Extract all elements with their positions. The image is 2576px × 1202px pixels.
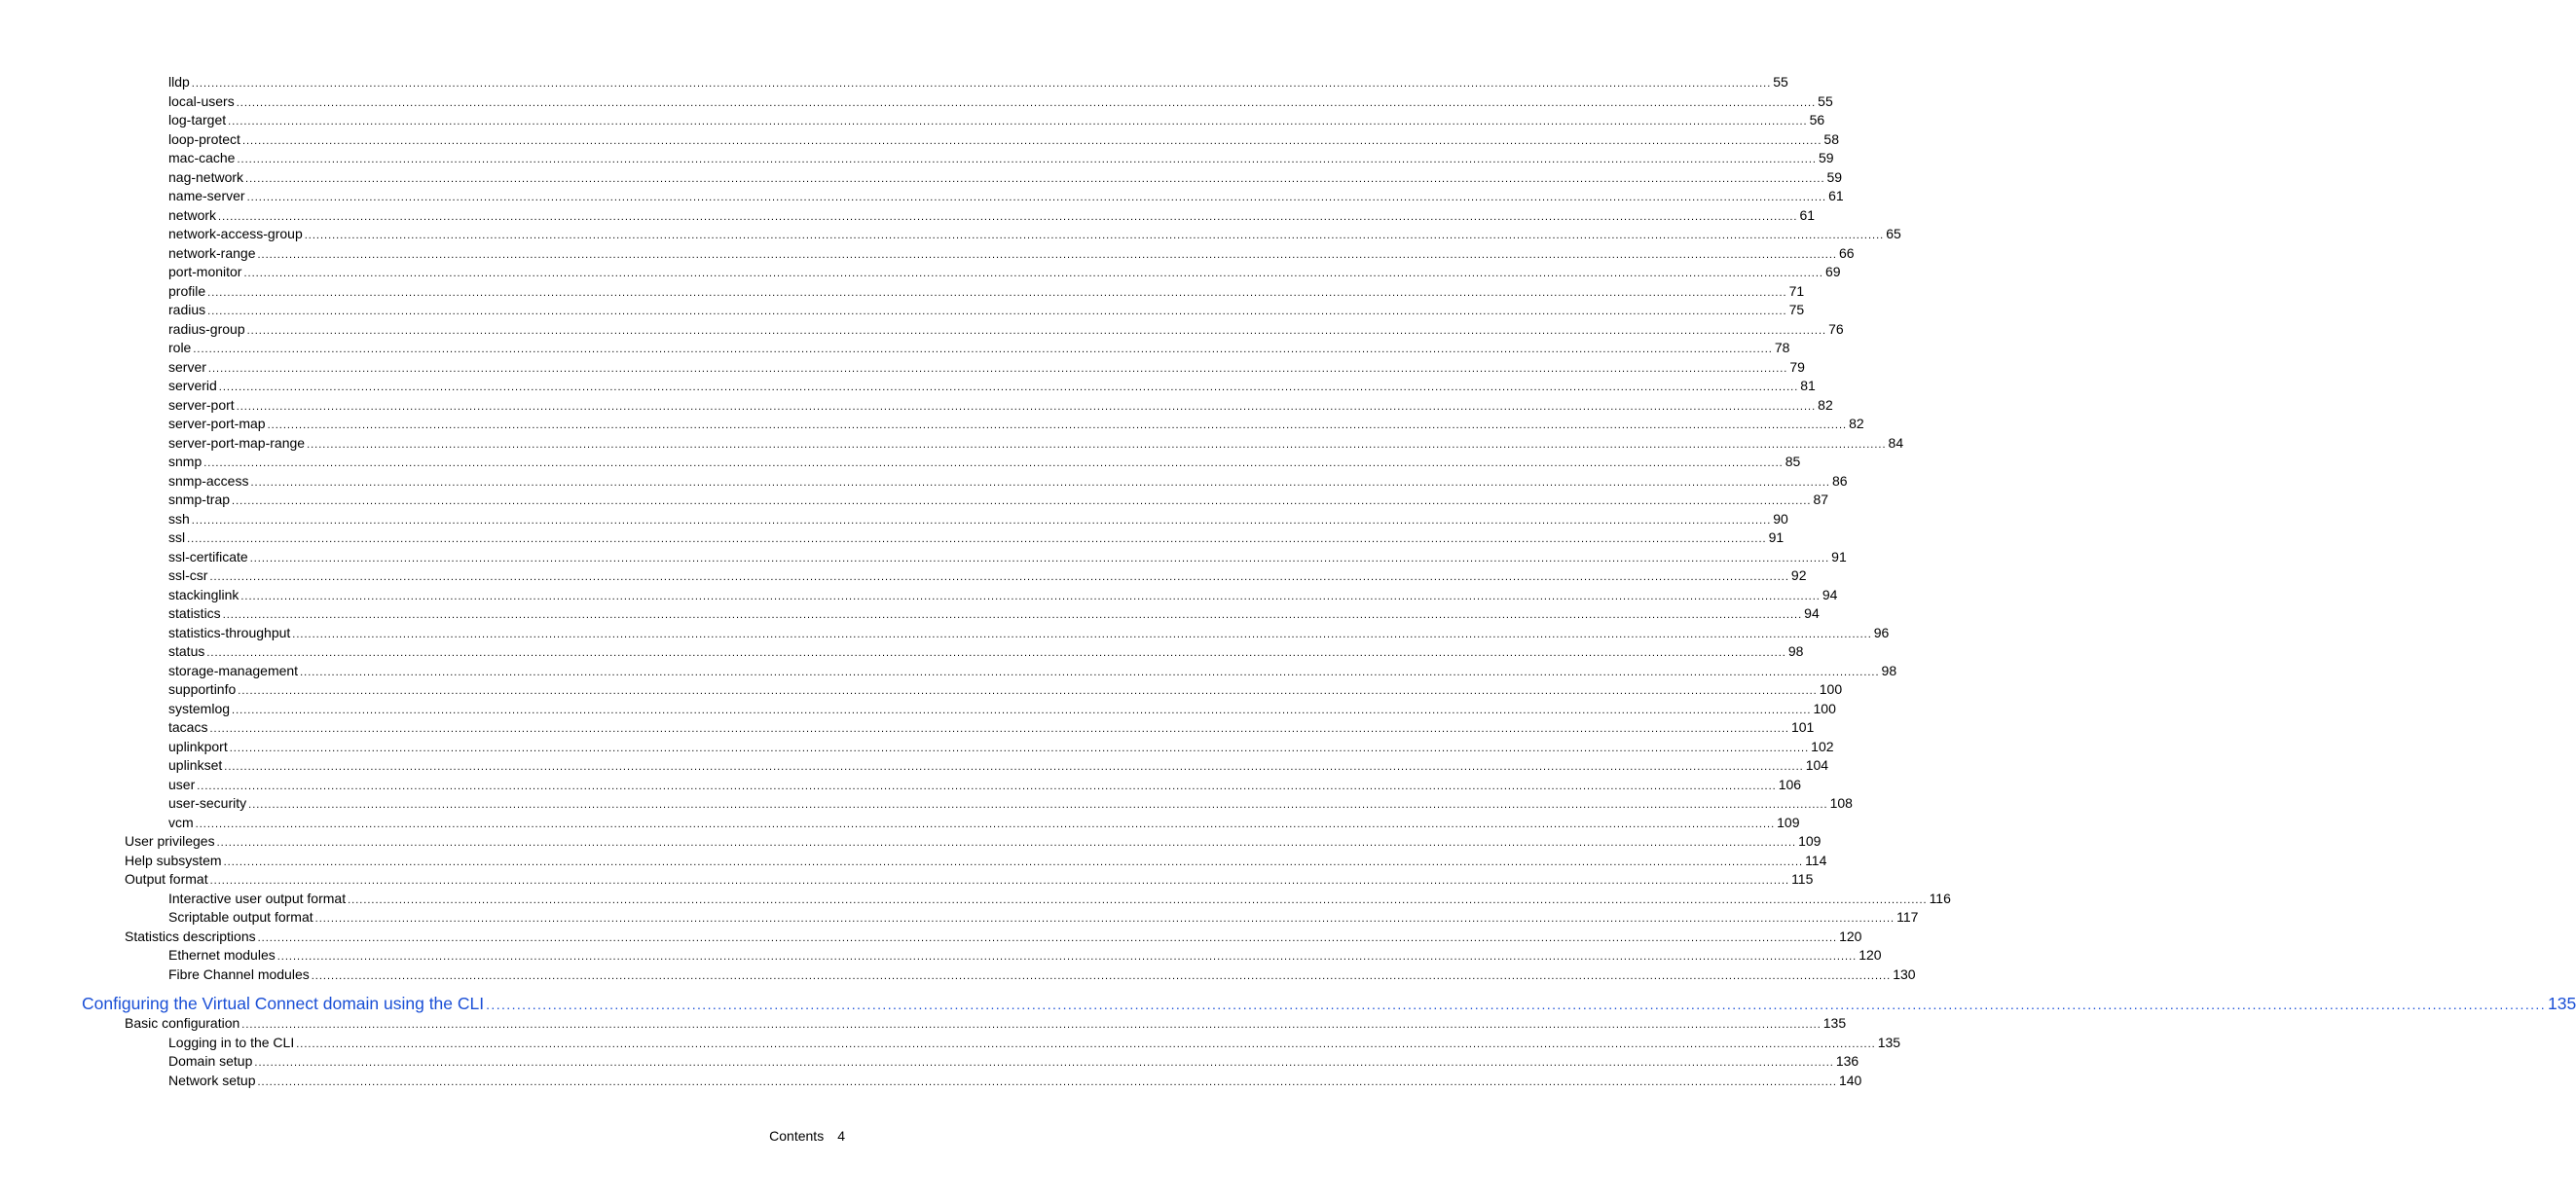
toc-entry-label: mac-cache bbox=[168, 150, 236, 165]
toc-page-number: 102 bbox=[1811, 738, 1834, 754]
toc-subsection-entry[interactable] bbox=[0, 642, 1804, 662]
toc-subsection-entry[interactable] bbox=[0, 320, 1844, 340]
toc-page-number: 81 bbox=[1800, 378, 1816, 393]
toc-entry-label: stackinglink bbox=[168, 586, 239, 602]
toc-entry-link[interactable] bbox=[168, 624, 1890, 645]
toc-entry-link[interactable] bbox=[125, 832, 1822, 854]
toc-entry-link[interactable] bbox=[168, 510, 1788, 531]
toc-entry-label: Network setup bbox=[168, 1072, 256, 1088]
toc-page-number: 120 bbox=[1858, 947, 1882, 963]
toc-subsection-entry[interactable] bbox=[0, 700, 1836, 719]
toc-page-number: 100 bbox=[1813, 700, 1836, 716]
toc-dot-leader: ................................................................................................................................................................................................................................................................................................................................................................................................................ bbox=[209, 571, 1789, 583]
toc-entry-link[interactable] bbox=[168, 187, 1844, 208]
toc-subsection-entry[interactable] bbox=[0, 301, 1805, 320]
toc-entry-label: vcm bbox=[168, 814, 194, 830]
toc-entry-label: Interactive user output format bbox=[168, 890, 347, 906]
toc-page-number: 79 bbox=[1789, 358, 1805, 375]
toc-dot-leader: ................................................................................................................................................................................................................................................................................................................................................................................................................ bbox=[257, 248, 1837, 261]
toc-entry-label: role bbox=[168, 340, 192, 355]
toc-page-number: 109 bbox=[1777, 814, 1800, 830]
toc-page-number: 135 bbox=[1822, 1015, 1847, 1031]
toc-section-entry[interactable] bbox=[0, 928, 1862, 947]
toc-subsection-entry[interactable] bbox=[0, 73, 1788, 92]
toc-entry-label: ssl bbox=[168, 529, 186, 545]
toc-entry-label: profile bbox=[168, 282, 206, 299]
toc-dot-leader: ................................................................................................................................................................................................................................................................................................................................................................................................................ bbox=[237, 154, 1817, 165]
toc-dot-leader: ................................................................................................................................................................................................................................................................................................................................................................................................................ bbox=[486, 997, 2546, 1012]
toc-subsection-entry[interactable] bbox=[0, 548, 1847, 567]
toc-entry-link[interactable] bbox=[168, 130, 1839, 152]
toc-entry-link[interactable] bbox=[168, 168, 1843, 190]
toc-page-number: 90 bbox=[1773, 510, 1788, 527]
toc-dot-leader: ................................................................................................................................................................................................................................................................................................................................................................................................................ bbox=[254, 1057, 1834, 1069]
toc-subsection-entry[interactable] bbox=[0, 890, 1951, 909]
toc-subsection-entry[interactable] bbox=[0, 1072, 1862, 1091]
toc-entry-label: radius-group bbox=[168, 320, 245, 337]
toc-entry-link[interactable] bbox=[168, 339, 1790, 360]
toc-dot-leader: ................................................................................................................................................................................................................................................................................................................................................................................................................ bbox=[307, 438, 1887, 451]
toc-entry-label: user bbox=[168, 776, 196, 792]
toc-subsection-entry[interactable] bbox=[0, 1034, 1901, 1053]
toc-dot-leader: ................................................................................................................................................................................................................................................................................................................................................................................................................ bbox=[207, 286, 1787, 299]
toc-subsection-entry[interactable] bbox=[0, 92, 1833, 112]
toc-entry-link[interactable] bbox=[168, 491, 1829, 512]
toc-section-entry[interactable] bbox=[0, 852, 1827, 871]
toc-entry-label: Basic configuration bbox=[125, 1015, 240, 1031]
toc-page-number: 94 bbox=[1804, 605, 1820, 621]
toc-entry-link[interactable] bbox=[125, 928, 1862, 949]
toc-entry-link[interactable] bbox=[168, 890, 1951, 911]
toc-entry-label: network bbox=[168, 206, 217, 223]
toc-entry-label: statistics-throughput bbox=[168, 624, 291, 640]
toc-entry-link[interactable] bbox=[168, 586, 1838, 607]
toc-dot-leader: ................................................................................................................................................................................................................................................................................................................................................................................................................ bbox=[257, 1075, 1837, 1088]
toc-entry-link[interactable] bbox=[168, 965, 1916, 987]
toc-dot-leader: ................................................................................................................................................................................................................................................................................................................................................................................................................ bbox=[243, 268, 1823, 279]
toc-page-number: 84 bbox=[1888, 434, 1904, 451]
toc-entry-label: Configuring the Virtual Connect domain using the CLI bbox=[82, 994, 485, 1013]
toc-entry-label: snmp bbox=[168, 454, 202, 469]
toc-dot-leader: ................................................................................................................................................................................................................................................................................................................................................................................................................ bbox=[229, 742, 1810, 754]
toc-dot-leader: ................................................................................................................................................................................................................................................................................................................................................................................................................ bbox=[236, 96, 1817, 109]
toc-section-entry[interactable] bbox=[0, 870, 1814, 890]
toc-subsection-entry[interactable] bbox=[0, 908, 1919, 928]
toc-entry-link[interactable] bbox=[168, 548, 1847, 569]
toc-entry-link[interactable] bbox=[168, 377, 1816, 398]
toc-page-number: 55 bbox=[1773, 74, 1788, 90]
toc-dot-leader: ................................................................................................................................................................................................................................................................................................................................................................................................................ bbox=[248, 799, 1828, 811]
toc-entry-label: snmp-trap bbox=[168, 492, 231, 507]
toc-entry-link[interactable] bbox=[168, 301, 1805, 322]
toc-entry-label: ssh bbox=[168, 510, 190, 527]
toc-entry-label: supportinfo bbox=[168, 681, 237, 697]
toc-entry-link[interactable] bbox=[168, 700, 1836, 721]
toc-entry-label: systemlog bbox=[168, 700, 231, 716]
toc-subsection-entry[interactable] bbox=[0, 491, 1829, 510]
toc-subsection-entry[interactable] bbox=[0, 604, 1820, 624]
toc-entry-label: User privileges bbox=[125, 833, 215, 849]
toc-entry-link[interactable] bbox=[168, 111, 1825, 132]
toc-page-number: 92 bbox=[1790, 567, 1807, 583]
toc-entry-link[interactable] bbox=[168, 528, 1785, 550]
toc-subsection-entry[interactable] bbox=[0, 434, 1904, 454]
toc-dot-leader: ................................................................................................................................................................................................................................................................................................................................................................................................................ bbox=[218, 210, 1798, 223]
toc-entry-link[interactable] bbox=[82, 993, 2576, 1015]
toc-subsection-entry[interactable] bbox=[0, 662, 1897, 681]
toc-subsection-entry[interactable] bbox=[0, 187, 1844, 206]
toc-entry-label: port-monitor bbox=[168, 264, 242, 279]
toc-dot-leader: ................................................................................................................................................................................................................................................................................................................................................................................................................ bbox=[236, 400, 1817, 413]
toc-entry-link[interactable] bbox=[168, 738, 1834, 759]
toc-entry-link[interactable] bbox=[168, 92, 1833, 114]
toc-entry-label: name-server bbox=[168, 188, 245, 203]
toc-entry-label: Scriptable output format bbox=[168, 909, 313, 925]
toc-entry-link[interactable] bbox=[168, 358, 1805, 380]
toc-page-number: 100 bbox=[1819, 681, 1843, 697]
toc-page-number: 76 bbox=[1828, 320, 1844, 337]
toc-entry-label: uplinkport bbox=[168, 738, 228, 754]
toc-page-number: 135 bbox=[2547, 994, 2576, 1013]
toc-entry-link[interactable] bbox=[168, 604, 1820, 626]
toc-entry-label: Statistics descriptions bbox=[125, 928, 256, 944]
toc-entry-label: Domain setup bbox=[168, 1053, 253, 1069]
toc-subsection-entry[interactable] bbox=[0, 453, 1801, 472]
toc-dot-leader: ................................................................................................................................................................................................................................................................................................................................................................................................................ bbox=[222, 609, 1803, 621]
toc-dot-leader: ................................................................................................................................................................................................................................................................................................................................................................................................................ bbox=[228, 116, 1808, 127]
toc-entry-label: Output format bbox=[125, 871, 208, 887]
toc-page-number: 98 bbox=[1787, 643, 1804, 659]
toc-subsection-entry[interactable] bbox=[0, 111, 1825, 130]
toc-entry-label: tacacs bbox=[168, 719, 208, 735]
toc-entry-label: log-target bbox=[168, 112, 227, 127]
toc-dot-leader: ................................................................................................................................................................................................................................................................................................................................................................................................................ bbox=[246, 192, 1827, 203]
toc-dot-leader: ................................................................................................................................................................................................................................................................................................................................................................................................................ bbox=[232, 495, 1812, 507]
toc-page-number: 106 bbox=[1778, 776, 1802, 792]
toc-page-number: 96 bbox=[1873, 624, 1890, 640]
toc-entry-link[interactable] bbox=[168, 263, 1841, 284]
toc-entry-label: snmp-access bbox=[168, 472, 249, 489]
toc-page-number: 140 bbox=[1838, 1072, 1862, 1088]
toc-entry-label: Logging in to the CLI bbox=[168, 1034, 295, 1050]
toc-dot-leader: ................................................................................................................................................................................................................................................................................................................................................................................................................ bbox=[296, 1038, 1876, 1050]
toc-entry-label: server-port bbox=[168, 396, 235, 413]
toc-page-number: 85 bbox=[1785, 454, 1801, 469]
toc-subsection-entry[interactable] bbox=[0, 794, 1853, 814]
toc-subsection-entry[interactable] bbox=[0, 377, 1816, 396]
toc-entry-link[interactable] bbox=[168, 244, 1855, 266]
toc-entry-link[interactable] bbox=[168, 946, 1882, 967]
toc-subsection-entry[interactable] bbox=[0, 718, 1815, 738]
toc-subsection-entry[interactable] bbox=[0, 566, 1807, 586]
toc-page-number: 82 bbox=[1849, 416, 1864, 431]
footer-page-number: 4 bbox=[837, 1128, 845, 1144]
toc-subsection-entry[interactable] bbox=[0, 339, 1790, 358]
toc-entry-link[interactable] bbox=[125, 852, 1827, 873]
toc-subsection-entry[interactable] bbox=[0, 358, 1805, 378]
toc-dot-leader: ................................................................................................................................................................................................................................................................................................................................................................................................................ bbox=[348, 893, 1928, 906]
toc-dot-leader: ................................................................................................................................................................................................................................................................................................................................................................................................................ bbox=[203, 457, 1784, 469]
toc-entry-link[interactable] bbox=[168, 776, 1802, 797]
toc-entry-label: statistics bbox=[168, 605, 221, 621]
toc-entry-link[interactable] bbox=[125, 870, 1814, 892]
toc-dot-leader: ................................................................................................................................................................................................................................................................................................................................................................................................................ bbox=[197, 780, 1777, 792]
toc-entry-link[interactable] bbox=[125, 1014, 1847, 1036]
toc-entry-link[interactable] bbox=[168, 434, 1904, 455]
toc-page-number: 135 bbox=[1877, 1034, 1901, 1050]
toc-entry-link[interactable] bbox=[168, 73, 1788, 94]
toc-dot-leader: ................................................................................................................................................................................................................................................................................................................................................................................................................ bbox=[191, 78, 1772, 90]
table-of-contents bbox=[0, 73, 2576, 1090]
toc-entry-label: uplinkset bbox=[168, 757, 223, 773]
toc-page-number: 114 bbox=[1805, 852, 1827, 868]
toc-subsection-entry[interactable] bbox=[0, 206, 1816, 226]
toc-subsection-entry[interactable] bbox=[0, 680, 1843, 700]
toc-page-number: 91 bbox=[1831, 548, 1847, 565]
toc-page-number: 56 bbox=[1809, 112, 1825, 127]
toc-subsection-entry[interactable] bbox=[0, 510, 1788, 529]
toc-dot-leader: ................................................................................................................................................................................................................................................................................................................................................................................................................ bbox=[249, 552, 1830, 565]
toc-page-number: 116 bbox=[1929, 890, 1951, 906]
toc-entry-link[interactable] bbox=[168, 642, 1804, 664]
toc-page-number: 55 bbox=[1818, 92, 1833, 109]
toc-entry-link[interactable] bbox=[168, 756, 1829, 778]
toc-page-number: 109 bbox=[1798, 833, 1822, 849]
toc-dot-leader: ................................................................................................................................................................................................................................................................................................................................................................................................................ bbox=[238, 685, 1818, 697]
toc-dot-leader: ................................................................................................................................................................................................................................................................................................................................................................................................................ bbox=[314, 913, 1895, 925]
page-footer bbox=[769, 1127, 845, 1146]
toc-page-number: 59 bbox=[1818, 150, 1834, 165]
toc-subsection-entry[interactable] bbox=[0, 624, 1890, 643]
toc-entry-label: network-range bbox=[168, 244, 256, 261]
toc-subsection-entry[interactable] bbox=[0, 168, 1843, 188]
toc-subsection-entry[interactable] bbox=[0, 738, 1834, 757]
toc-subsection-entry[interactable] bbox=[0, 756, 1829, 776]
toc-entry-link[interactable] bbox=[168, 814, 1800, 835]
toc-page-number: 101 bbox=[1790, 719, 1815, 735]
toc-dot-leader: ................................................................................................................................................................................................................................................................................................................................................................................................................ bbox=[193, 344, 1773, 355]
toc-entry-label: Fibre Channel modules bbox=[168, 965, 310, 982]
toc-page-number: 120 bbox=[1839, 928, 1862, 944]
toc-subsection-entry[interactable] bbox=[0, 472, 1848, 492]
toc-page-number: 104 bbox=[1805, 757, 1829, 773]
toc-entry-label: local-users bbox=[168, 92, 235, 109]
toc-entry-label: server-port-map bbox=[168, 416, 266, 431]
toc-dot-leader: ................................................................................................................................................................................................................................................................................................................................................................................................................ bbox=[232, 704, 1812, 716]
toc-subsection-entry[interactable] bbox=[0, 263, 1841, 282]
toc-entry-label: ssl-csr bbox=[168, 567, 208, 583]
toc-dot-leader: ................................................................................................................................................................................................................................................................................................................................................................................................................ bbox=[241, 1019, 1822, 1031]
toc-page-number: 108 bbox=[1829, 795, 1853, 811]
toc-subsection-entry[interactable] bbox=[0, 396, 1833, 416]
toc-entry-link[interactable] bbox=[168, 415, 1864, 436]
toc-subsection-entry[interactable] bbox=[0, 1052, 1859, 1072]
toc-entry-label: loop-protect bbox=[168, 130, 240, 147]
toc-page-number: 136 bbox=[1835, 1053, 1859, 1069]
toc-dot-leader: ................................................................................................................................................................................................................................................................................................................................................................................................................ bbox=[209, 875, 1790, 887]
toc-page-number: 91 bbox=[1768, 529, 1785, 545]
toc-dot-leader: ................................................................................................................................................................................................................................................................................................................................................................................................................ bbox=[241, 134, 1822, 147]
toc-entry-link[interactable] bbox=[168, 320, 1844, 342]
toc-subsection-entry[interactable] bbox=[0, 814, 1800, 833]
toc-entry-label: user-security bbox=[168, 795, 247, 811]
toc-entry-label: server bbox=[168, 358, 206, 375]
toc-entry-link[interactable] bbox=[168, 206, 1816, 228]
toc-dot-leader: ................................................................................................................................................................................................................................................................................................................................................................................................................ bbox=[195, 818, 1776, 830]
toc-subsection-entry[interactable] bbox=[0, 946, 1882, 965]
toc-subsection-entry[interactable] bbox=[0, 282, 1805, 302]
toc-entry-link[interactable] bbox=[168, 1052, 1859, 1074]
toc-page-number: 130 bbox=[1893, 965, 1916, 982]
toc-entry-label: Help subsystem bbox=[125, 852, 222, 868]
toc-entry-label: serverid bbox=[168, 378, 217, 393]
toc-page-number: 94 bbox=[1822, 586, 1838, 602]
toc-subsection-entry[interactable] bbox=[0, 244, 1855, 264]
toc-entry-link[interactable] bbox=[168, 453, 1801, 474]
toc-dot-leader: ................................................................................................................................................................................................................................................................................................................................................................................................................ bbox=[292, 628, 1872, 640]
toc-entry-link[interactable] bbox=[168, 908, 1919, 929]
toc-entry-label: Ethernet modules bbox=[168, 947, 276, 963]
toc-entry-link[interactable] bbox=[168, 282, 1805, 304]
toc-dot-leader: ................................................................................................................................................................................................................................................................................................................................................................................................................ bbox=[267, 419, 1848, 431]
toc-page-number: 78 bbox=[1774, 340, 1790, 355]
toc-page-number: 71 bbox=[1788, 282, 1805, 299]
toc-entry-label: nag-network bbox=[168, 168, 244, 185]
toc-subsection-entry[interactable] bbox=[0, 586, 1838, 605]
toc-dot-leader: ................................................................................................................................................................................................................................................................................................................................................................................................................ bbox=[209, 723, 1789, 735]
toc-page-number: 59 bbox=[1826, 168, 1843, 185]
toc-page-number: 65 bbox=[1886, 226, 1901, 241]
toc-entry-link[interactable] bbox=[168, 396, 1833, 418]
toc-subsection-entry[interactable] bbox=[0, 149, 1834, 168]
toc-entry-link[interactable] bbox=[168, 1034, 1901, 1055]
toc-entry-link[interactable] bbox=[168, 794, 1853, 816]
toc-dot-leader: ................................................................................................................................................................................................................................................................................................................................................................................................................ bbox=[191, 514, 1772, 527]
toc-dot-leader: ................................................................................................................................................................................................................................................................................................................................................................................................................ bbox=[304, 230, 1885, 241]
toc-subsection-entry[interactable] bbox=[0, 528, 1785, 548]
toc-dot-leader: ................................................................................................................................................................................................................................................................................................................................................................................................................ bbox=[187, 533, 1767, 545]
toc-entry-link[interactable] bbox=[168, 1072, 1862, 1093]
toc-entry-link[interactable] bbox=[168, 662, 1897, 683]
toc-chapter-entry[interactable] bbox=[0, 993, 2576, 1014]
toc-subsection-entry[interactable] bbox=[0, 965, 1916, 985]
toc-page-number: 61 bbox=[1828, 188, 1844, 203]
toc-entry-label: lldp bbox=[168, 74, 190, 90]
toc-dot-leader: ................................................................................................................................................................................................................................................................................................................................................................................................................ bbox=[257, 931, 1838, 944]
toc-entry-label: network-access-group bbox=[168, 226, 303, 241]
toc-subsection-entry[interactable] bbox=[0, 776, 1802, 795]
toc-dot-leader: ................................................................................................................................................................................................................................................................................................................................................................................................................ bbox=[245, 172, 1825, 185]
toc-entry-label: storage-management bbox=[168, 662, 299, 678]
toc-section-entry[interactable] bbox=[0, 832, 1822, 852]
toc-entry-link[interactable] bbox=[168, 718, 1815, 740]
toc-dot-leader: ................................................................................................................................................................................................................................................................................................................................................................................................................ bbox=[207, 362, 1788, 375]
toc-page-number: 58 bbox=[1823, 130, 1839, 147]
toc-entry-label: ssl-certificate bbox=[168, 548, 248, 565]
toc-page-number: 115 bbox=[1791, 871, 1814, 887]
toc-entry-label: status bbox=[168, 643, 205, 659]
toc-entry-link[interactable] bbox=[168, 149, 1834, 170]
toc-page-number: 66 bbox=[1838, 244, 1855, 261]
toc-dot-leader: ................................................................................................................................................................................................................................................................................................................................................................................................................ bbox=[216, 837, 1797, 849]
toc-dot-leader: ................................................................................................................................................................................................................................................................................................................................................................................................................ bbox=[246, 324, 1827, 337]
toc-dot-leader: ................................................................................................................................................................................................................................................................................................................................................................................................................ bbox=[206, 647, 1786, 659]
toc-dot-leader: ................................................................................................................................................................................................................................................................................................................................................................................................................ bbox=[300, 666, 1880, 678]
toc-page-number: 75 bbox=[1788, 302, 1805, 317]
toc-dot-leader: ................................................................................................................................................................................................................................................................................................................................................................................................................ bbox=[311, 969, 1892, 982]
toc-entry-link[interactable] bbox=[168, 225, 1901, 246]
toc-page-number: 82 bbox=[1818, 396, 1833, 413]
toc-page-number: 86 bbox=[1831, 472, 1848, 489]
toc-dot-leader: ................................................................................................................................................................................................................................................................................................................................................................................................................ bbox=[250, 476, 1830, 489]
toc-entry-label: radius bbox=[168, 302, 206, 317]
toc-entry-link[interactable] bbox=[168, 566, 1807, 588]
toc-subsection-entry[interactable] bbox=[0, 130, 1839, 150]
toc-dot-leader: ................................................................................................................................................................................................................................................................................................................................................................................................................ bbox=[240, 590, 1821, 602]
toc-subsection-entry[interactable] bbox=[0, 415, 1864, 434]
toc-dot-leader: ................................................................................................................................................................................................................................................................................................................................................................................................................ bbox=[223, 856, 1804, 868]
toc-page-number: 69 bbox=[1824, 264, 1841, 279]
toc-page-number: 98 bbox=[1881, 662, 1897, 678]
toc-page-number: 117 bbox=[1896, 909, 1919, 925]
footer-section-label: Contents bbox=[769, 1128, 825, 1144]
toc-entry-link[interactable] bbox=[168, 680, 1843, 702]
toc-section-entry[interactable] bbox=[0, 1014, 1847, 1034]
toc-dot-leader: ................................................................................................................................................................................................................................................................................................................................................................................................................ bbox=[224, 761, 1804, 773]
toc-page-number: 61 bbox=[1799, 206, 1816, 223]
toc-page-number: 87 bbox=[1813, 492, 1829, 507]
toc-dot-leader: ................................................................................................................................................................................................................................................................................................................................................................................................................ bbox=[207, 306, 1787, 317]
toc-dot-leader: ................................................................................................................................................................................................................................................................................................................................................................................................................ bbox=[276, 951, 1858, 963]
toc-subsection-entry[interactable] bbox=[0, 225, 1901, 244]
toc-entry-link[interactable] bbox=[168, 472, 1848, 493]
toc-dot-leader: ................................................................................................................................................................................................................................................................................................................................................................................................................ bbox=[218, 382, 1799, 393]
toc-entry-label: server-port-map-range bbox=[168, 434, 306, 451]
